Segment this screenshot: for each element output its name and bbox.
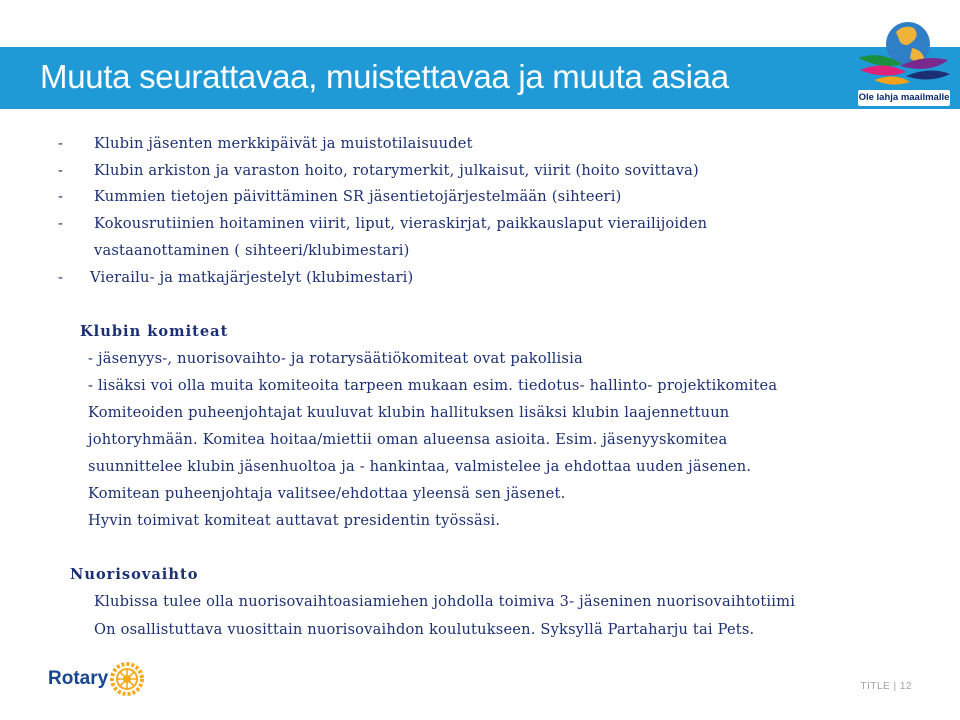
bullet-dash: - [58,269,64,286]
committees-heading: Klubin komiteat [80,323,229,340]
list-item: Klubin arkiston ja varaston hoito, rotarymerkit, julkaisut, viirit (hoito sovittava) [94,162,699,179]
committees-line: johtoryhmään. Komitea hoitaa/miettii oman alueensa asioita. Esim. jäsenyyskomitea [88,431,728,448]
slide-label: TITLE | 12 [860,681,912,692]
globe-icon [850,14,954,94]
bullet-dash: - [58,162,64,179]
list-item: Kokousrutiinien hoitaminen viirit, liput, vieraskirjat, paikkauslaput vierailijoiden [94,215,708,232]
rotary-wheel-icon [108,660,146,698]
youth-exchange-heading: Nuorisovaihto [70,566,199,583]
list-item: Vierailu- ja matkajärjestelyt (klubimestari) [90,269,414,286]
list-item: Klubin jäsenten merkkipäivät ja muistotilaisuudet [94,135,473,152]
youth-exchange-line: Klubissa tulee olla nuorisovaihtoasiamiehen johdolla toimiva 3- jäseninen nuorisovaihtotiimi [94,593,796,610]
committees-line: suunnittelee klubin jäsenhuoltoa ja - hankintaa, valmistelee ja ehdottaa uuden jäsenen. [88,458,752,475]
committees-line: Hyvin toimivat komiteat auttavat presidentin työssäsi. [88,512,501,529]
committees-line: Komitean puheenjohtaja valitsee/ehdottaa yleensä sen jäsenet. [88,485,566,502]
bullet-dash: - [58,215,64,232]
list-item: Kummien tietojen päivittäminen SR jäsentietojärjestelmään (sihteeri) [94,188,622,205]
list-item: vastaanottaminen ( sihteeri/klubimestari) [94,242,410,259]
theme-logo [850,14,954,114]
youth-exchange-line: On osallistuttava vuosittain nuorisovaihdon koulutukseen. Syksyllä Partaharju tai Pets. [94,621,755,638]
bullet-dash: - [58,188,64,205]
logo-caption: Ole lahja maailmalle [858,90,950,106]
committees-line: Komiteoiden puheenjohtajat kuuluvat klubin hallituksen lisäksi klubin laajennettuun [88,404,730,421]
title-bar [0,47,960,109]
committees-line: - jäsenyys-, nuorisovaihto- ja rotarysäätiökomiteat ovat pakollisia [88,350,583,367]
bullet-dash: - [58,135,64,152]
committees-line: - lisäksi voi olla muita komiteoita tarpeen mukaan esim. tiedotus- hallinto- projektikomitea [88,377,778,394]
rotary-brand: Rotary [48,668,109,689]
page-title: Muuta seurattavaa, muistettavaa ja muuta asiaa [40,58,729,95]
